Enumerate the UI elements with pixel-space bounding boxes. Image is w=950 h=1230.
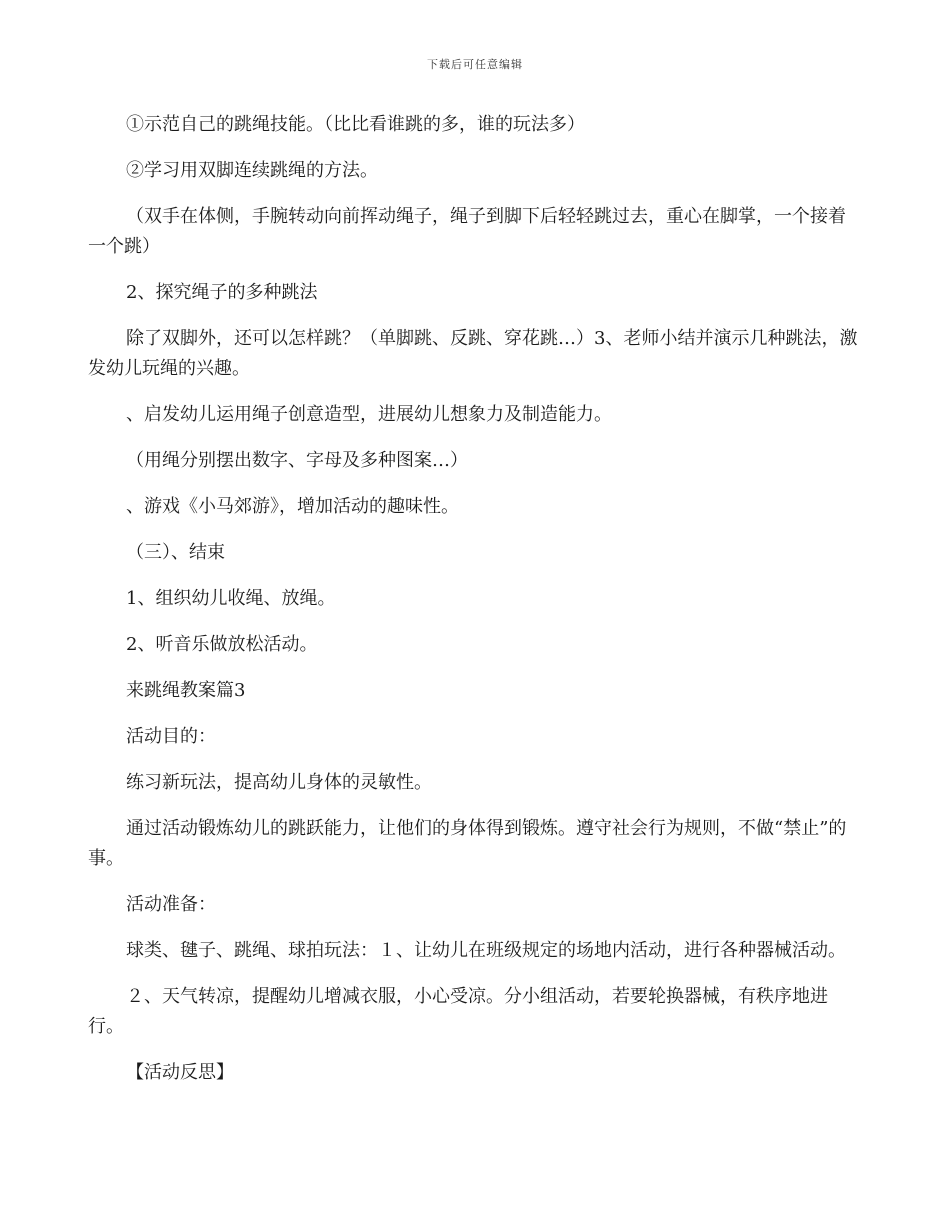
paragraph: （用绳分别摆出数字、字母及多种图案…） [126,450,468,471]
paragraph: 1、组织幼儿收绳、放绳。 [126,588,336,609]
paragraph: 、启发幼儿运用绳子创意造型，进展幼儿想象力及制造能力。 [126,404,612,425]
section-heading: 活动准备： [126,894,216,915]
paragraph: 、游戏《小马郊游》，增加活动的趣味性。 [126,496,459,517]
section-heading: 【活动反思】 [126,1062,234,1083]
paragraph: 通过活动锻炼幼儿的跳跃能力，让他们的身体得到锻炼。遵守社会行为规则，不做“禁止”的事。 [88,818,847,869]
paragraph: 2、听音乐做放松活动。 [126,634,318,655]
paragraph: 球类、毽子、跳绳、球拍玩法：１、让幼儿在班级规定的场地内活动，进行各种器械活动。 [126,940,846,961]
paragraph: 练习新玩法，提高幼儿身体的灵敏性。 [126,772,432,793]
section-heading: （三）、结束 [126,542,225,563]
paragraph: ２、天气转凉，提醒幼儿增减衣服，小心受凉。分小组活动，若要轮换器械，有秩序地进行。 [88,986,828,1037]
paragraph: ①示范自己的跳绳技能。（比比看谁跳的多，谁的玩法多） [126,114,585,135]
paragraph: 除了双脚外，还可以怎样跳？（单脚跳、反跳、穿花跳…）3、老师小结并演示几种跳法，激发幼儿玩绳的兴趣。 [88,328,858,379]
document-body [88,110,858,1104]
section-heading: 活动目的： [126,726,216,747]
section-heading: 来跳绳教案篇3 [126,680,246,701]
section-heading: 2、探究绳子的多种跳法 [126,282,318,303]
page-header: 下载后可任意编辑 [427,58,523,71]
paragraph: ②学习用双脚连续跳绳的方法。 [126,160,378,181]
paragraph: （双手在体侧，手腕转动向前挥动绳子，绳子到脚下后轻轻跳过去，重心在脚掌，一个接着一个跳） [88,206,846,257]
